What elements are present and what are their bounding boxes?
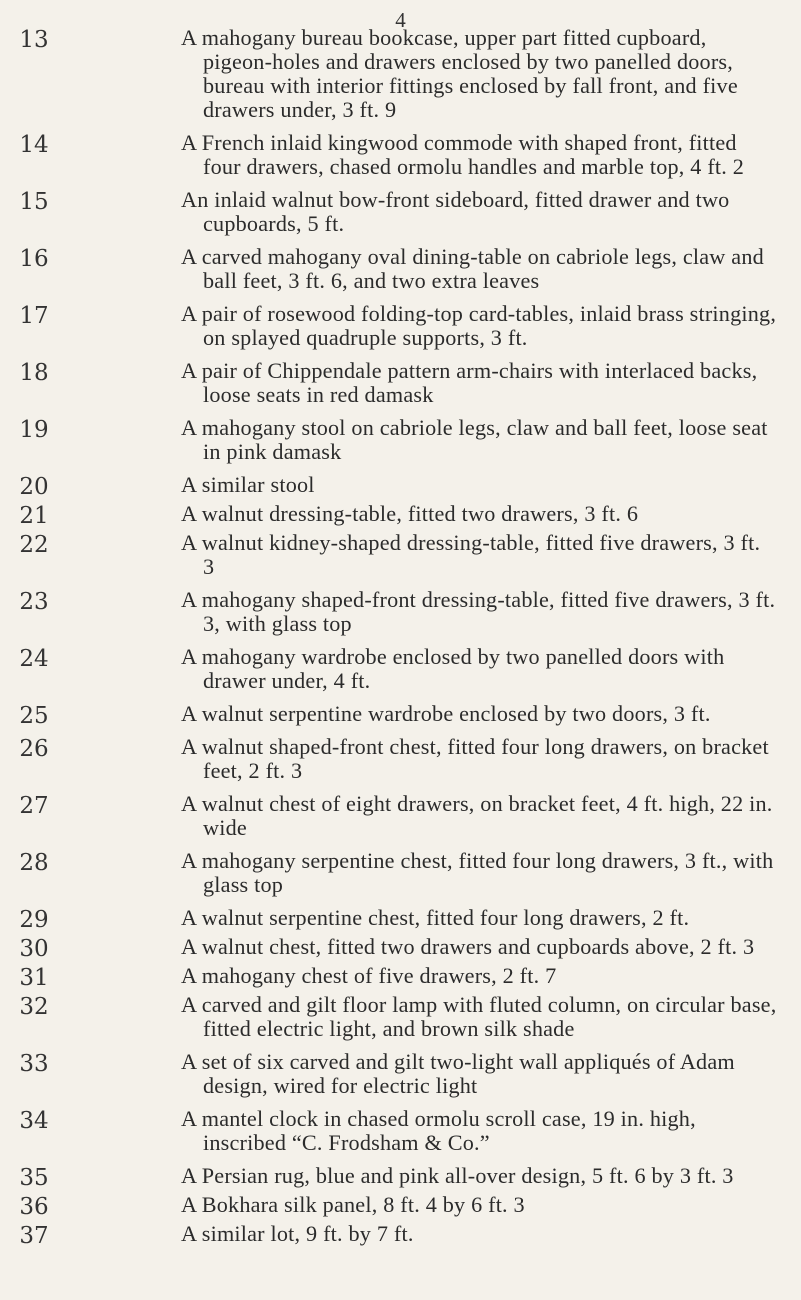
lot-number: 15 bbox=[19, 189, 49, 215]
lot-number: 25 bbox=[19, 703, 49, 729]
lot-number: 32 bbox=[19, 994, 49, 1020]
lot-item bbox=[0, 416, 801, 464]
lot-description: A Bokhara silk panel, 8 ft. 4 by 6 ft. 3 bbox=[181, 1192, 525, 1217]
lot-number: 28 bbox=[19, 850, 49, 876]
lot-description: A walnut shaped-front chest, fitted four long drawers, on bracket feet, 2 ft. 3 bbox=[181, 734, 769, 783]
lot-item bbox=[0, 188, 801, 236]
lot-item bbox=[0, 359, 801, 407]
lot-item bbox=[0, 1107, 801, 1155]
lot-number: 22 bbox=[19, 532, 49, 558]
lot-number: 37 bbox=[19, 1223, 49, 1249]
lot-item bbox=[0, 245, 801, 293]
page-number: 4 bbox=[395, 8, 406, 32]
lot-item bbox=[0, 131, 801, 179]
lot-number: 13 bbox=[19, 27, 49, 53]
lot-description: A mahogany wardrobe enclosed by two panelled doors with drawer under, 4 ft. bbox=[181, 644, 725, 693]
lot-item bbox=[0, 1192, 801, 1220]
lot-item bbox=[0, 645, 801, 693]
lot-number: 23 bbox=[19, 589, 49, 615]
lot-description: A walnut kidney-shaped dressing-table, fitted five drawers, 3 ft. 3 bbox=[181, 530, 761, 579]
lot-item bbox=[0, 1221, 801, 1249]
lot-item bbox=[0, 531, 801, 579]
lot-description: A mahogany stool on cabriole legs, claw and ball feet, loose seat in pink damask bbox=[181, 415, 768, 464]
lot-item bbox=[0, 1163, 801, 1191]
lot-number: 27 bbox=[19, 793, 49, 819]
lot-item bbox=[0, 934, 801, 962]
lot-number: 17 bbox=[19, 303, 49, 329]
lot-item bbox=[0, 993, 801, 1041]
lot-number: 20 bbox=[19, 474, 49, 500]
lot-description: A set of six carved and gilt two-light wall appliqués of Adam design, wired for electric light bbox=[181, 1049, 735, 1098]
lot-item bbox=[0, 26, 801, 122]
lot-item bbox=[0, 588, 801, 636]
lot-description: A walnut chest, fitted two drawers and cupboards above, 2 ft. 3 bbox=[181, 934, 755, 959]
lot-item bbox=[0, 792, 801, 840]
lot-number: 18 bbox=[19, 360, 49, 386]
lot-item bbox=[0, 963, 801, 991]
lot-number: 21 bbox=[19, 503, 49, 529]
lot-description: A walnut dressing-table, fitted two drawers, 3 ft. 6 bbox=[181, 501, 639, 526]
lot-description: A walnut serpentine chest, fitted four long drawers, 2 ft. bbox=[181, 905, 690, 930]
lot-description: A mantel clock in chased ormolu scroll case, 19 in. high, inscribed “C. Frodsham & Co.” bbox=[181, 1106, 696, 1155]
lot-description: A Persian rug, blue and pink all-over design, 5 ft. 6 by 3 ft. 3 bbox=[181, 1163, 734, 1188]
lot-description: A mahogany chest of five drawers, 2 ft. 7 bbox=[181, 963, 557, 988]
lot-number: 19 bbox=[19, 417, 49, 443]
lot-number: 24 bbox=[19, 646, 49, 672]
lot-item bbox=[0, 302, 801, 350]
lot-description: A walnut chest of eight drawers, on bracket feet, 4 ft. high, 22 in. wide bbox=[181, 791, 773, 840]
lot-number: 33 bbox=[19, 1051, 49, 1077]
lot-description: A carved and gilt floor lamp with fluted column, on circular base, fitted electric light, and brown silk shade bbox=[181, 992, 777, 1041]
lot-description: A pair of rosewood folding-top card-tables, inlaid brass stringing, on splayed quadruple supports, 3 ft. bbox=[181, 301, 777, 350]
lot-description: A similar lot, 9 ft. by 7 ft. bbox=[181, 1221, 414, 1246]
lot-item bbox=[0, 905, 801, 933]
lot-description: A French inlaid kingwood commode with shaped front, fitted four drawers, chased ormolu handles and marble top, 4 ft. 2 bbox=[181, 130, 745, 179]
lot-number: 35 bbox=[19, 1165, 49, 1191]
lot-number: 34 bbox=[19, 1108, 49, 1134]
lot-item bbox=[0, 735, 801, 783]
lot-item bbox=[0, 849, 801, 897]
lot-item bbox=[0, 472, 801, 500]
lot-description: A mahogany serpentine chest, fitted four long drawers, 3 ft., with glass top bbox=[181, 848, 774, 897]
lot-number: 36 bbox=[19, 1194, 49, 1220]
lot-description: A similar stool bbox=[181, 472, 315, 497]
lot-item bbox=[0, 501, 801, 529]
lot-item bbox=[0, 1050, 801, 1098]
lot-number: 16 bbox=[19, 246, 49, 272]
lot-item bbox=[0, 701, 801, 729]
lot-number: 26 bbox=[19, 736, 49, 762]
lot-number: 14 bbox=[19, 132, 49, 158]
lot-description: An inlaid walnut bow-front sideboard, fitted drawer and two cupboards, 5 ft. bbox=[181, 187, 730, 236]
lot-number: 31 bbox=[19, 965, 49, 991]
lot-description: A carved mahogany oval dining-table on cabriole legs, claw and ball feet, 3 ft. 6, and two extra leaves bbox=[181, 244, 764, 293]
lot-list bbox=[0, 26, 801, 1251]
lot-number: 30 bbox=[19, 936, 49, 962]
lot-description: A pair of Chippendale pattern arm-chairs with interlaced backs, loose seats in red damask bbox=[181, 358, 758, 407]
lot-description: A mahogany bureau bookcase, upper part fitted cupboard, pigeon-holes and drawers enclosed by two panelled doors, bureau with interior fittings enclosed by fall front, and five drawers under, 3 ft. 9 bbox=[181, 25, 738, 122]
lot-number: 29 bbox=[19, 907, 49, 933]
lot-description: A mahogany shaped-front dressing-table, fitted five drawers, 3 ft. 3, with glass top bbox=[181, 587, 776, 636]
lot-description: A walnut serpentine wardrobe enclosed by two doors, 3 ft. bbox=[181, 701, 711, 726]
